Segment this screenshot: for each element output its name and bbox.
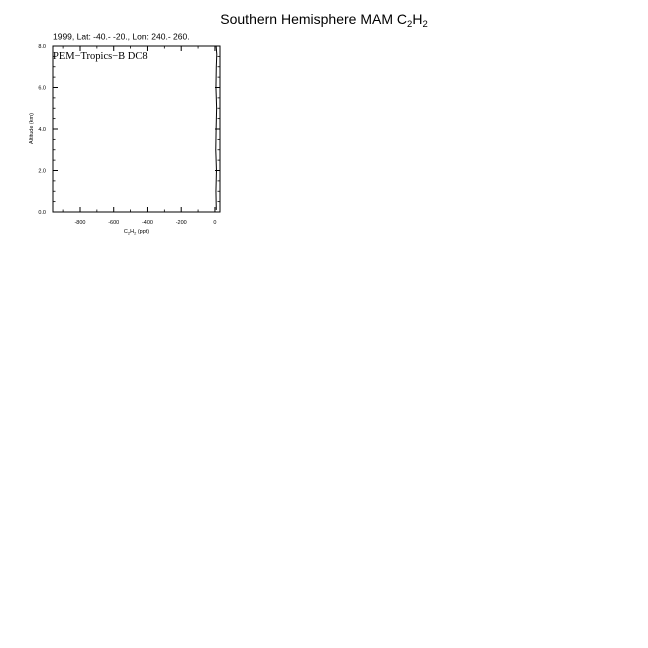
x-tick-label: -800 [74, 220, 86, 226]
x-axis-label-mid: H [130, 229, 135, 235]
y-tick-label: 4.0 [38, 127, 46, 133]
x-axis-label-prefix: C [123, 229, 128, 235]
series-line-0 [216, 46, 217, 210]
plot-annotation: PEM−Tropics−B DC8 [53, 51, 148, 62]
chart-title-sub1: 2 [407, 19, 413, 30]
chart-title-prefix: Southern Hemisphere MAM C [220, 11, 408, 27]
series-group [216, 46, 217, 210]
chart-title-mid: H [412, 11, 423, 27]
y-tick-label: 2.0 [38, 168, 46, 175]
x-axis-label-suffix: (ppt) [136, 229, 150, 235]
chart-subtitle: 1999, Lat: -40.- -20., Lon: 240.- 260. [53, 31, 190, 42]
plot-frame [53, 46, 220, 212]
x-tick-label: -200 [175, 220, 187, 226]
x-axis-label [124, 229, 149, 235]
chart-title [220, 11, 427, 30]
x-tick-label: -400 [141, 220, 153, 226]
plot-area [38, 44, 220, 226]
y-tick-label: 0.0 [38, 210, 46, 216]
x-axis [63, 46, 216, 226]
y-axis-label: Altitude (km) [29, 113, 35, 144]
y-tick-label: 8.0 [38, 44, 46, 50]
x-tick-label: -600 [108, 220, 120, 226]
x-tick-label: 0 [213, 220, 217, 226]
y-axis [38, 44, 220, 216]
y-tick-label: 6.0 [38, 85, 46, 92]
chart-title-sub2: 2 [422, 19, 428, 30]
x-axis-label-sub1: 2 [127, 230, 131, 236]
x-axis-label-sub2: 2 [134, 230, 137, 236]
